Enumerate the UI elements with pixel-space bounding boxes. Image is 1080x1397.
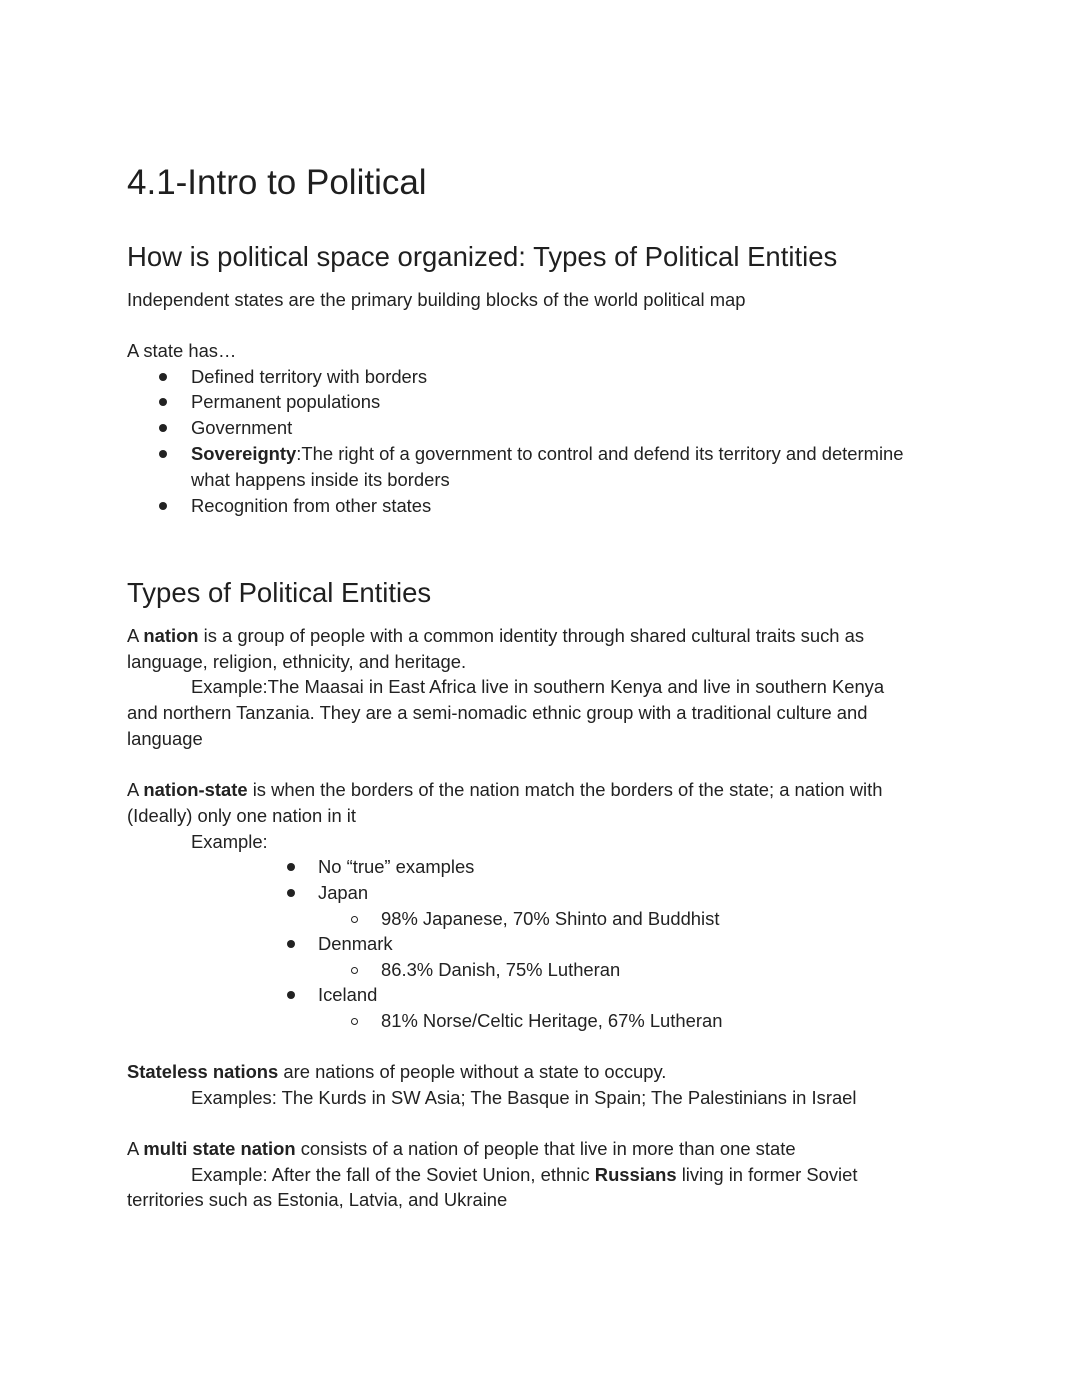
sovereignty-term: Sovereignty — [191, 443, 297, 464]
nation-state-example-label: Example: — [191, 831, 268, 852]
state-has-label: A state has… — [127, 340, 237, 361]
multi-state-nation-definition: A multi state nation consists of a nation of people that live in more than one state — [127, 1138, 796, 1159]
multi-state-nation-example-line2: territories such as Estonia, Latvia, and Ukraine — [127, 1189, 508, 1210]
nation-definition-line2: language, religion, ethnicity, and heritage. — [127, 651, 467, 672]
stateless-nations-definition: Stateless nations are nations of people without a state to occupy. — [127, 1061, 667, 1082]
bullet-icon — [159, 398, 167, 406]
sub-bullet-icon — [351, 967, 358, 974]
bullet-icon — [159, 373, 167, 381]
sub-bullet-icon — [351, 1018, 358, 1025]
nation-example-line3: language — [127, 728, 203, 749]
bullet-icon — [287, 991, 295, 999]
bullet-icon — [287, 940, 295, 948]
nation-example: Example:The Maasai in East Africa live in southern Kenya and live in southern Kenya — [191, 676, 885, 697]
nation-example-line2: and northern Tanzania. They are a semi-nomadic ethnic group with a traditional culture and — [127, 702, 868, 723]
bullet-icon — [159, 450, 167, 458]
section-heading-types: Types of Political Entities — [127, 577, 432, 608]
stateless-nations-examples: Examples: The Kurds in SW Asia; The Basque in Spain; The Palestinians in Israel — [191, 1087, 857, 1108]
nation-state-definition-line2: (Ideally) only one nation in it — [127, 805, 356, 826]
bullet-icon — [287, 863, 295, 871]
page-title: 4.1-Intro to Political — [127, 163, 427, 202]
sub-bullet-icon — [351, 916, 358, 923]
bullet-icon — [159, 502, 167, 510]
multi-state-nation-example: Example: After the fall of the Soviet Union, ethnic Russians living in former Soviet — [191, 1164, 858, 1185]
section-heading-political-space: How is political space organized: Types of Political Entities — [127, 241, 838, 272]
nation-definition: A nation is a group of people with a common identity through shared cultural traits such as — [127, 625, 865, 646]
bullet-icon — [159, 424, 167, 432]
bullet-icon — [287, 889, 295, 897]
nation-state-definition: A nation-state is when the borders of the nation match the borders of the state; a nation with — [127, 779, 883, 800]
intro-paragraph: Independent states are the primary building blocks of the world political map — [127, 289, 746, 310]
